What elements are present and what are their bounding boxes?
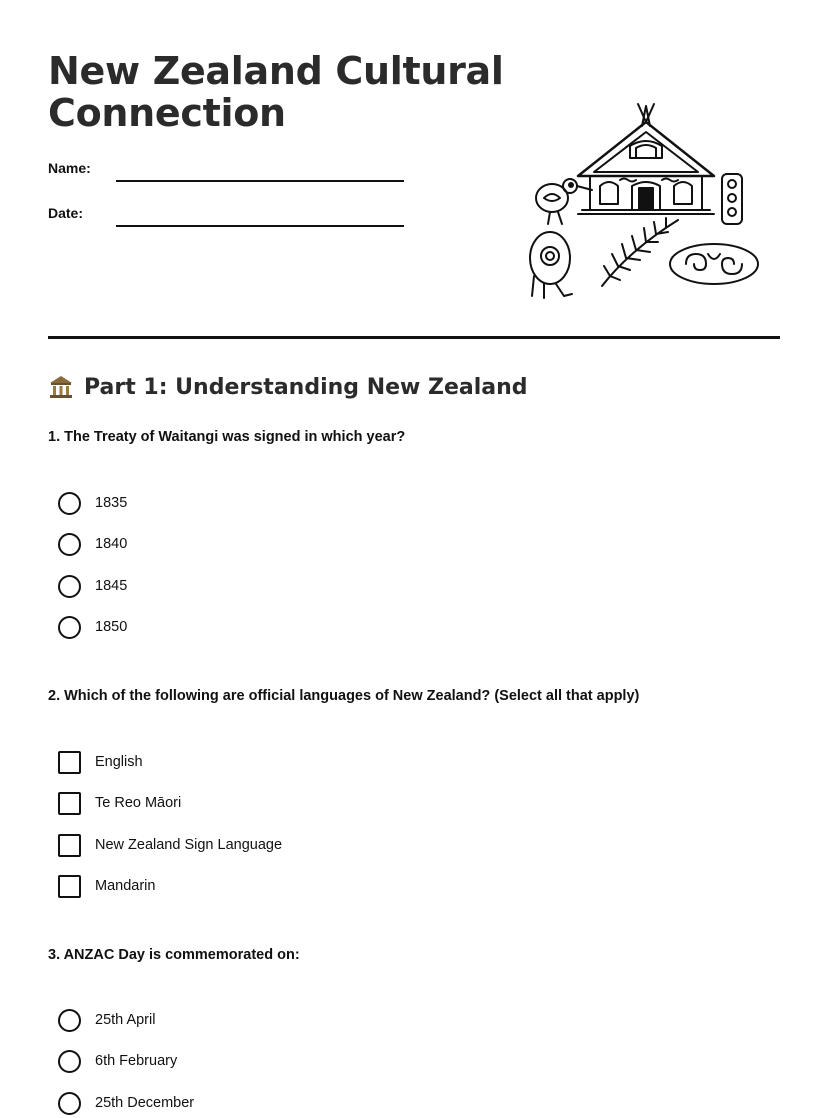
option-label: New Zealand Sign Language: [95, 837, 283, 853]
classical-building-icon: [48, 374, 74, 400]
q3-option-25th-april[interactable]: [58, 1008, 155, 1032]
option-label: English: [95, 754, 143, 770]
checkbox[interactable]: [58, 792, 81, 815]
q2-option-mandarin[interactable]: [58, 874, 155, 898]
name-label: Name:: [48, 160, 91, 176]
date-field[interactable]: [48, 205, 408, 235]
name-blank-line[interactable]: [116, 180, 404, 182]
radio-button[interactable]: [58, 1092, 81, 1115]
section-title-text: Part 1: Understanding New Zealand: [84, 374, 528, 400]
q1-option-1835[interactable]: [58, 491, 127, 515]
option-label: 25th December: [95, 1095, 195, 1111]
q3-option-25th-december[interactable]: [58, 1091, 194, 1115]
option-label: 1850: [95, 619, 128, 635]
date-blank-line[interactable]: [116, 225, 404, 227]
kiwi-bird-icon: [536, 179, 592, 224]
q1-option-1850[interactable]: [58, 615, 127, 639]
wharenui-meeting-house-icon: [578, 104, 714, 214]
worksheet-title: [48, 50, 504, 134]
koru-carving-icon: [670, 244, 758, 284]
koru-bird-carving-icon: [530, 232, 572, 298]
option-label: Te Reo Māori: [95, 795, 182, 811]
checkbox[interactable]: [58, 834, 81, 857]
radio-button[interactable]: [58, 492, 81, 515]
q1-option-1840[interactable]: [58, 532, 127, 556]
option-label: 25th April: [95, 1012, 156, 1028]
question-2: 2. Which of the following are official languages of New Zealand? (Select all that apply): [48, 688, 640, 704]
checkbox[interactable]: [58, 875, 81, 898]
date-label: Date:: [48, 205, 84, 221]
option-label: 1840: [95, 536, 128, 552]
title-line: Connection: [48, 91, 286, 135]
section-divider: [48, 336, 780, 339]
radio-button[interactable]: [58, 616, 81, 639]
q2-option-te-reo-maori[interactable]: [58, 791, 181, 815]
title-line: New Zealand Cultural: [48, 49, 504, 93]
radio-button[interactable]: [58, 575, 81, 598]
name-field[interactable]: [48, 160, 408, 190]
radio-button[interactable]: [58, 533, 81, 556]
option-label: Mandarin: [95, 878, 156, 894]
q1-option-1845[interactable]: [58, 574, 127, 598]
silver-fern-icon: [602, 218, 678, 286]
question-3: 3. ANZAC Day is commemorated on:: [48, 947, 300, 963]
tiki-carving-icon: [722, 174, 742, 224]
radio-button[interactable]: [58, 1009, 81, 1032]
q2-option-nz-sign-language[interactable]: [58, 833, 282, 857]
q2-option-english[interactable]: [58, 750, 143, 774]
maori-culture-illustration: [520, 100, 770, 305]
option-label: 1835: [95, 495, 128, 511]
question-1: 1. The Treaty of Waitangi was signed in which year?: [48, 429, 406, 445]
option-label: 6th February: [95, 1053, 178, 1069]
section-heading-part-1: [48, 374, 528, 400]
checkbox[interactable]: [58, 751, 81, 774]
q3-option-6th-february[interactable]: [58, 1049, 177, 1073]
option-label: 1845: [95, 578, 128, 594]
radio-button[interactable]: [58, 1050, 81, 1073]
